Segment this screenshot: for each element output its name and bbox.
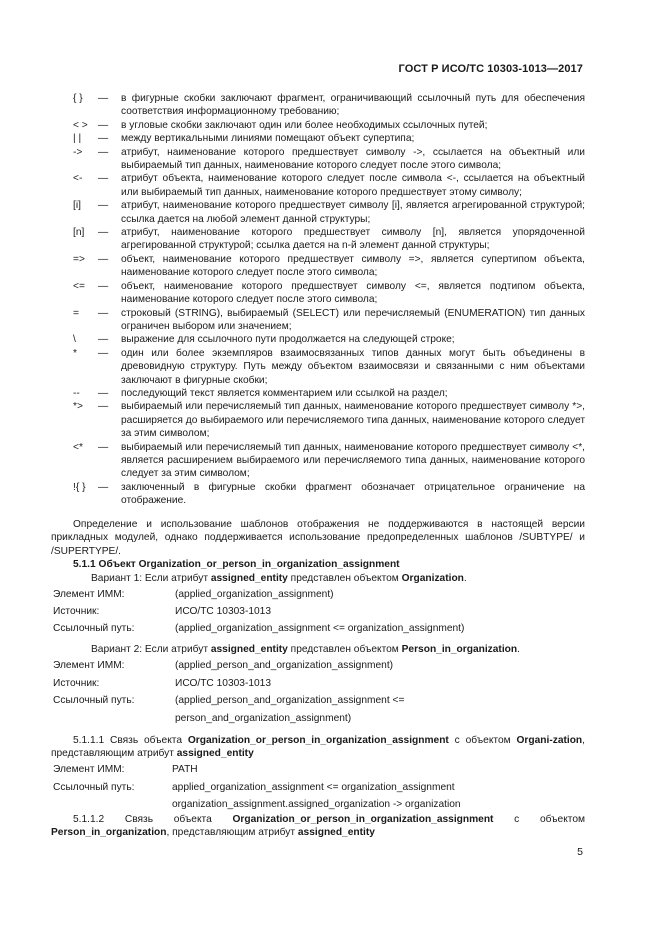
text-fragment: с объектом: [493, 814, 585, 825]
definition-text: объект, наименование которого предшествует символу <=, является подтипом объекта, наименование которого следует после этого символа;: [121, 280, 585, 306]
definition-dash: —: [98, 334, 109, 346]
variant-1-attr: assigned_entity: [210, 573, 288, 584]
target-object-part: zation: [552, 735, 583, 746]
definition-symbol: { }: [73, 93, 83, 104]
kv-value: ИСО/ТС 10303-1013: [175, 606, 272, 617]
object-name: Organization_or_person_in_organization_assignment: [232, 814, 494, 825]
kv-value: organization_assignment.assigned_organization -> organization: [172, 799, 461, 810]
variant-1-object: Organization: [401, 573, 464, 584]
target-object-part: Person_: [51, 827, 92, 839]
definition-dash: —: [98, 347, 109, 359]
variant-2-mid: представлен объектом: [287, 644, 402, 655]
definition-dash: —: [98, 133, 109, 145]
definition-symbol: *>: [73, 401, 83, 413]
text-fragment: Связь объекта: [104, 814, 233, 825]
definition-symbol: <=: [73, 280, 85, 292]
definition-text: атрибут, наименование которого предшествует символу [n], является упорядоченной агрегированной структурой; ссылка дается на n-й элемент данной структуры;: [121, 227, 585, 252]
definition-symbol: | |: [73, 133, 82, 145]
templates-note: Определение и использование шаблонов отображения не поддерживаются в настоящей версии прикладных модулей, однако поддерживается использование предопределенных шаблонов /SUBTYPE/ и /SUPERTYPE/.: [51, 519, 585, 557]
object-name: Organization_or_person_in_organization_assignment: [187, 735, 449, 746]
variant-2-object: Person_in_organization: [401, 644, 518, 655]
text-fragment: с объектом: [448, 735, 517, 746]
definition-symbol: \: [73, 334, 76, 346]
section-number: 5.1.1: [73, 559, 96, 570]
kv-value: (applied_organization_assignment <= organization_assignment): [175, 623, 465, 634]
definition-symbol: =: [73, 307, 79, 319]
variant-2-prefix: Вариант 2: Если атрибут: [91, 644, 211, 655]
templates-paragraph: [51, 518, 585, 558]
target-object-part: in_organization: [91, 827, 167, 839]
kv-value: ИСО/ТС 10303-1013: [175, 678, 272, 689]
kv-key: Элемент ИММ:: [53, 660, 125, 671]
definition-item: [73, 132, 585, 145]
definition-item: [73, 333, 585, 346]
variant-2-end: .: [517, 644, 520, 655]
kv-key: Источник:: [53, 606, 100, 617]
kv-value: (applied_organization_assignment): [175, 589, 334, 600]
attribute-name: assigned_entity: [176, 748, 254, 760]
definition-item: [73, 481, 585, 508]
definition-item: [73, 199, 585, 226]
definition-dash: —: [98, 227, 109, 239]
definition-item: [73, 307, 585, 334]
definition-text: выбираемый или перечисляемый тип данных, наименование которого предшествует символу *>, расширяется до выбираемого или перечисляемого типа данных, наименование которого следует за этим символом;: [121, 401, 585, 440]
definition-dash: —: [98, 387, 109, 399]
text-fragment: , представляющим атрибут: [166, 827, 298, 839]
definition-text: строковый (STRING), выбираемый (SELECT) или перечисляемый (ENUMERATION) тип данных ограничен выбором или значением;: [121, 307, 585, 332]
definition-text: атрибут, наименование которого предшествует символу ->, ссылается на объектный или выбираемый тип данных, наименование которого следует после этого символа;: [121, 146, 585, 172]
document-header: ГОСТ Р ИСО/ТС 10303-1013—2017: [398, 63, 583, 75]
definition-dash: —: [98, 93, 109, 104]
text-fragment: , представляющим атрибут: [51, 735, 585, 760]
definition-text: в угловые скобки заключают один или более необходимых ссылочных путей;: [121, 119, 488, 131]
section-5-1-1-1: [51, 734, 585, 761]
kv-value: (applied_person_and_organization_assignment): [175, 660, 394, 671]
definition-dash: —: [98, 307, 109, 319]
definition-dash: —: [98, 481, 109, 493]
definition-item: [73, 92, 585, 119]
definition-text: между вертикальными линиями помещают объект супертипа;: [121, 133, 415, 145]
definition-dash: —: [98, 119, 109, 131]
definition-item: [73, 387, 585, 400]
definition-dash: —: [98, 280, 109, 292]
kv-key: Элемент ИММ:: [53, 764, 125, 775]
definition-text: заключенный в фигурные скобки фрагмент обозначает отрицательное ограничение на отображение.: [121, 481, 585, 507]
definition-item: [73, 347, 585, 387]
definition-dash: —: [98, 401, 109, 413]
section-5-1-1-heading: [51, 558, 585, 571]
kv-value: person_and_organization_assignment): [175, 713, 352, 724]
definition-dash: —: [98, 441, 109, 453]
definition-symbol: <*: [73, 441, 83, 453]
attribute-name: assigned_entity: [297, 827, 375, 839]
section-5-1-1-2: [51, 813, 585, 840]
definition-symbol: !{ }: [73, 481, 86, 493]
kv-value: (applied_person_and_organization_assignment <=: [175, 695, 405, 706]
definition-dash: —: [98, 200, 109, 212]
definition-item: [73, 280, 585, 307]
definition-text: атрибут, наименование которого предшествует символу [i], является агрегированной структурой; ссылка дается на любой элемент данной структуры;: [121, 200, 585, 225]
variant-1-end: .: [463, 573, 467, 584]
definition-symbol: *: [73, 347, 77, 359]
definition-text: один или более экземпляров взаимосвязанных типов данных могут быть объединены в древовидную структуру. Путь между объектом взаимосвязи и связанными с ним объектами заключают в фигурные скобки;: [121, 347, 585, 386]
kv-key: Ссылочный путь:: [53, 782, 135, 793]
definition-symbol: =>: [73, 253, 85, 265]
definition-text: последующий текст является комментарием или ссылкой на раздел;: [121, 387, 448, 399]
definition-item: [73, 253, 585, 280]
definition-dash: —: [98, 173, 109, 185]
kv-key: Источник:: [53, 678, 100, 689]
section-title: Объект Organization_or_person_in_organization_assignment: [98, 559, 400, 570]
definition-item: [73, 146, 585, 173]
definition-item: [73, 226, 585, 253]
definition-item: [73, 172, 585, 199]
kv-key: Элемент ИММ:: [53, 589, 125, 600]
definition-text: объект, наименование которого предшествует символу =>, является супертипом объекта, наименование которого следует после этого символа;: [121, 253, 585, 279]
definition-dash: —: [98, 253, 109, 265]
target-object-part: Organi-: [516, 735, 553, 746]
definition-symbol: --: [73, 387, 80, 399]
variant-2-attr: assigned_entity: [210, 644, 288, 655]
definition-text: в фигурные скобки заключают фрагмент, ограничивающий ссылочный путь для обеспечения соответствия информационному требованию;: [121, 93, 585, 118]
subsection-number: 5.1.1.2: [73, 814, 105, 825]
variant-1-mid: представлен объектом: [287, 573, 402, 584]
definition-symbol: [n]: [73, 227, 85, 239]
page-number: 5: [577, 846, 583, 858]
definition-symbol: < >: [73, 119, 88, 131]
definition-text: выбираемый или перечисляемый тип данных, наименование которого предшествует символу <*, является расширением выбираемого или перечисляемого типа данных, наименование которого следует за этим символом;: [121, 441, 585, 480]
definition-symbol: ->: [73, 146, 83, 158]
definition-item: [73, 441, 585, 481]
definition-item: [73, 119, 585, 132]
kv-key: Ссылочный путь:: [53, 695, 135, 706]
symbol-definitions-list: [73, 92, 585, 508]
variant-1-prefix: Вариант 1: Если атрибут: [91, 573, 211, 584]
kv-key: Ссылочный путь:: [53, 623, 135, 634]
definition-item: [73, 400, 585, 440]
definition-text: атрибут объекта, наименование которого следует после символа <-, ссылается на объектный или выбираемый тип данных, наименование которого предшествует этому символу;: [121, 173, 585, 198]
variant-2-heading: [51, 643, 585, 656]
kv-value: PATH: [172, 764, 198, 775]
text-fragment: Связь объекта: [104, 735, 188, 746]
definition-text: выражение для ссылочного пути продолжается на следующей строке;: [121, 334, 455, 346]
subsection-number: 5.1.1.1: [73, 735, 105, 746]
kv-value: applied_organization_assignment <= organization_assignment: [172, 782, 455, 793]
definition-symbol: [i]: [73, 200, 81, 212]
variant-1-heading: [51, 572, 585, 585]
definition-symbol: <-: [73, 173, 83, 185]
definition-dash: —: [98, 146, 109, 158]
